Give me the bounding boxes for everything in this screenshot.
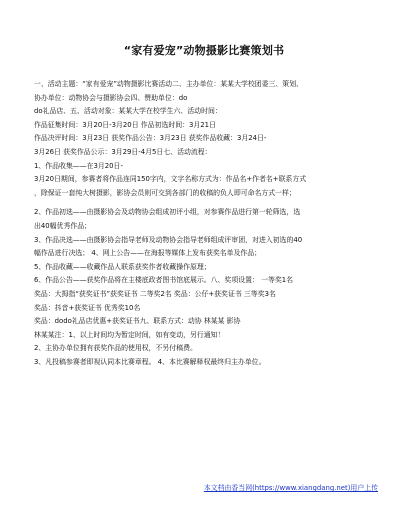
body-line: 1、作品收集——在3月20日-: [34, 161, 123, 170]
body-line: 3月26日 获奖作品公示：3月29日-4月5日七、活动流程：: [34, 147, 212, 156]
body-line: 协办单位：动物协会与摄影协会四、赞助单位：do: [34, 93, 188, 102]
body-line: 2、作品初选——由摄影协会及动物协会组成初评小组，对参赛作品进行第一轮筛选，选: [34, 208, 301, 217]
body-line: 3、凡投稿参赛者即视认同本比赛章程。 4、本比赛解释权最终归主办单位。: [34, 357, 266, 366]
document-body: [34, 78, 384, 369]
body-line: 3、作品决选——由摄影协会指导老师及动物协会指导老师组成评审团，对进入初选的40: [34, 235, 303, 244]
body-line: 2、主协办单位拥有获奖作品的使用权，不另付稿费。: [34, 344, 197, 353]
body-line: do礼品店、五、活动对象：某某大学在校学生六、活动时间：: [34, 107, 222, 116]
body-line: 6、作品公告——获奖作品将在主楼底政者图书馆底展示。八、奖项设置： 一等奖1名: [34, 276, 294, 285]
body-line: 奖品：dodo礼品店优惠+获奖证书九、联系方式：动协 林某某 影协: [34, 317, 241, 326]
body-line: 3月20日期间，参赛者将作品连同150字内，文字名称方式为：作品名+作者名+联系方式: [34, 175, 307, 184]
body-line: ，除保证一套纯大树摄影，影协会员则可交到各部门的收稿的负人即可命名方式一样；: [34, 188, 296, 197]
source-link[interactable]: 本文档由香当网(https://www.xiangdang.net)用户上传: [203, 484, 378, 492]
body-line: 奖品：抖音+获奖证书 优秀奖10名: [34, 303, 141, 312]
body-line: 一、活动主题：“家有爱宠”动物摄影比赛活动二、主办单位：某某大学校团委三、策划、: [34, 80, 303, 88]
body-line: 作品征集时间：3月20日-3月20日 作品初选时间：3月21日: [34, 120, 216, 129]
body-line: 作品决评时间：3月23日 获奖作品公告：3月23日 获奖作品收藏：3月24日-: [34, 134, 267, 143]
body-line: 奖品：大拇指“获奖证书”获奖证书 二等奖2名 奖品：公仔+获奖证书 三等奖3名: [34, 289, 276, 298]
body-line: 5、作品收藏——收藏作品人联系获奖作者收藏操作原理；: [34, 262, 211, 271]
body-line: 幅作品进行决选； 4、网上公告——在海报等媒体上发布获奖名单及作品；: [34, 249, 262, 258]
document-title: “家有爱宠”动物摄影比赛策划书: [123, 44, 285, 57]
source-footer: [204, 482, 378, 492]
body-line: 林某某注：1、以上时间均为暂定时间，如有变动，另行通知！: [34, 330, 225, 339]
body-line: 出40幅优秀作品；: [34, 221, 92, 230]
